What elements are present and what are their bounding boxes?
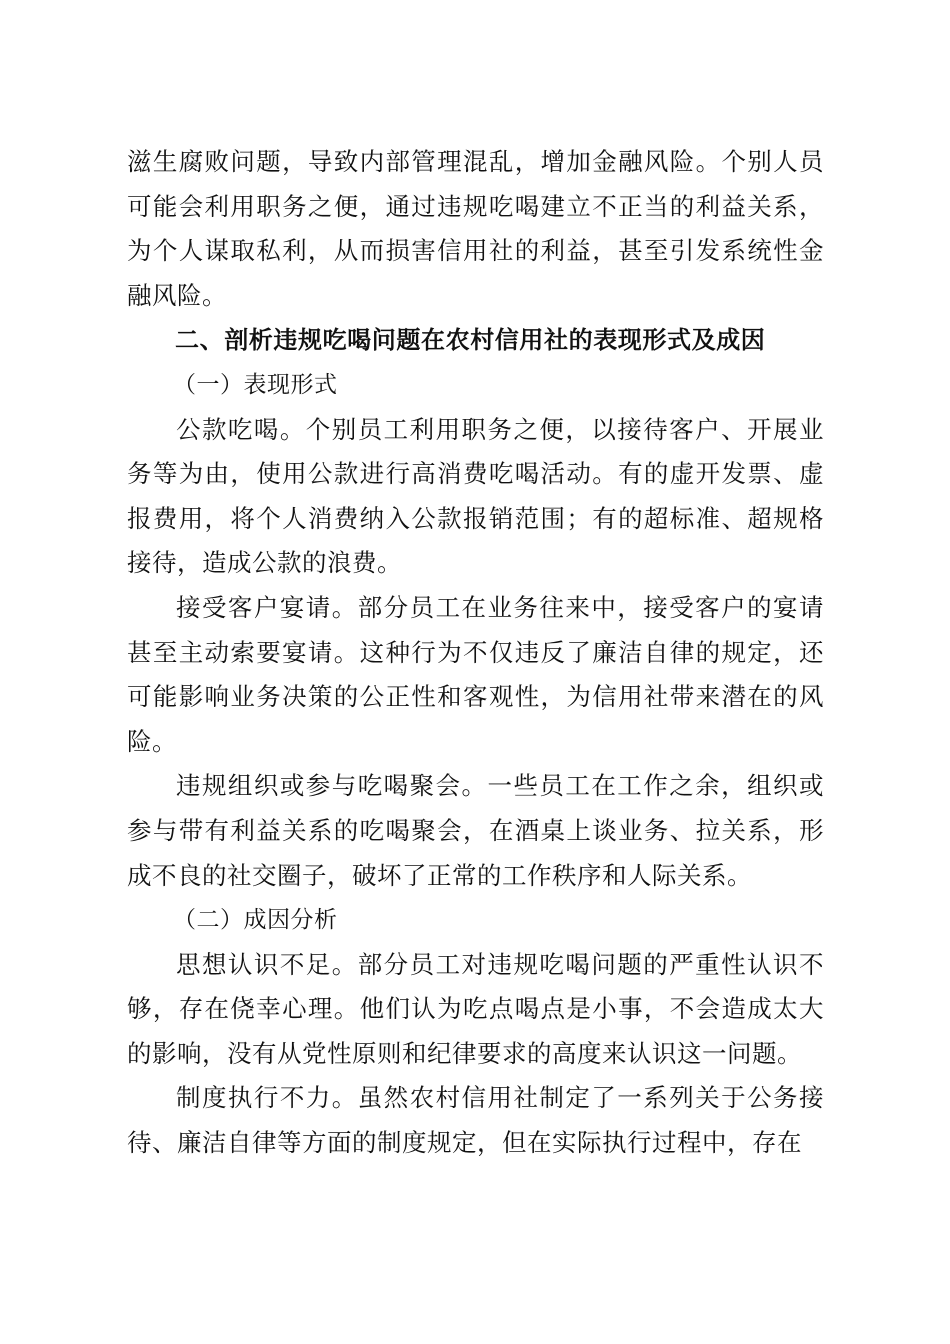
paragraph-continued: 滋生腐败问题，导致内部管理混乱，增加金融风险。个别人员可能会利用职务之便，通过违规吃喝建立不正当的利益关系，为个人谋取私利，从而损害信用社的利益，甚至引发系统性金融风险。 — [127, 147, 824, 310]
paragraph-client-banquets: 接受客户宴请。部分员工在业务往来中，接受客户的宴请甚至主动索要宴请。这种行为不仅违反了廉洁自律的规定，还可能影响业务决策的公正性和客观性，为信用社带来潜在的风险。 — [127, 592, 824, 756]
document-body — [127, 140, 824, 1166]
paragraph-enforcement: 制度执行不力。虽然农村信用社制定了一系列关于公务接待、廉洁自律等方面的制度规定，但在实际执行过程中，存在 — [127, 1083, 824, 1158]
paragraph-gatherings: 违规组织或参与吃喝聚会。一些员工在工作之余，组织或参与带有利益关系的吃喝聚会，在酒桌上谈业务、拉关系，形成不良的社交圈子，破坏了正常的工作秩序和人际关系。 — [127, 771, 824, 890]
subsection-heading-forms: （一）表现形式 — [173, 371, 338, 398]
paragraph-public-funds: 公款吃喝。个别员工利用职务之便，以接待客户、开展业务等为由，使用公款进行高消费吃喝活动。有的虚开发票、虚报费用，将个人消费纳入公款报销范围；有的超标准、超规格接待，造成公款的浪费。 — [127, 414, 824, 578]
paragraph-awareness: 思想认识不足。部分员工对违规吃喝问题的严重性认识不够，存在侥幸心理。他们认为吃点喝点是小事，不会造成太大的影响，没有从党性原则和纪律要求的高度来认识这一问题。 — [127, 949, 824, 1068]
section-heading: 二、剖析违规吃喝问题在农村信用社的表现形式及成因 — [175, 326, 766, 355]
subsection-heading-causes: （二）成因分析 — [173, 907, 338, 934]
